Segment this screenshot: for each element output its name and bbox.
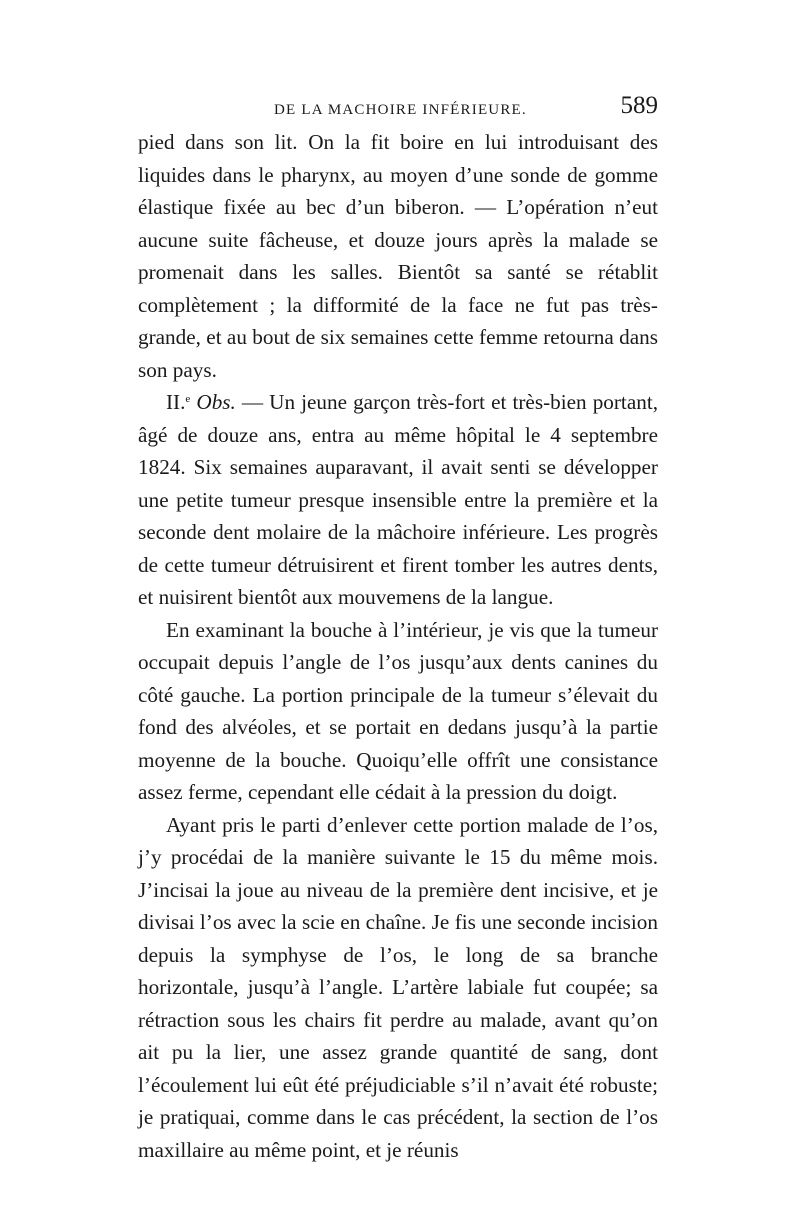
page-number: 589	[620, 92, 658, 119]
paragraph-continuation: pied dans son lit. On la fit boire en lui introduisant des liquides dans le pharynx, au moyen d’une sonde de gomme élastique fixée au bec d’un biberon. — L’opération n’eut aucune suite fâcheuse, et douze jours après la malade se promenait dans les salles. Bientôt sa santé se rétablit complètement ; la difformité de la face ne fut pas très-grande, et au bout de six semaines cette femme retourna dans son pays.	[138, 130, 658, 382]
paragraph-examination: En examinant la bouche à l’intérieur, je vis que la tumeur occupait depuis l’angle de l’os jusqu’aux dents canines du côté gauche. La portion principale de la tumeur s’élevait du fond des alvéoles, et se portait en dedans jusqu’à la partie moyenne de la bouche. Quoiqu’elle offrît une consistance assez ferme, cependant elle cédait à la pression du doigt.	[138, 617, 658, 804]
ordinal-superscript: e	[185, 393, 191, 405]
observation-abbrev: Obs.	[196, 390, 236, 414]
paragraph-observation	[138, 386, 658, 614]
running-head: DE LA MACHOIRE INFÉRIEURE.	[274, 102, 527, 118]
page-header	[138, 92, 658, 128]
observation-text: — Un jeune garçon très-fort et très-bien portant, âgé de douze ans, entra au même hôpital le 4 septembre 1824. Six semaines auparavant, il avait senti se développer une petite tumeur presque insensible entre la première et la seconde dent molaire de la mâchoire inférieure. Les progrès de cette tumeur détruisirent et firent tomber les autres dents, et nuisirent bientôt aux mouvemens de la langue.	[138, 390, 658, 609]
body-text	[138, 126, 658, 1166]
paragraph-operation: Ayant pris le parti d’enlever cette portion malade de l’os, j’y procédai de la manière suivante le 15 du même mois. J’incisai la joue au niveau de la première dent incisive, et je divisai l’os avec la scie en chaîne. Je fis une seconde incision depuis la symphyse de l’os, le long de sa branche horizontale, jusqu’à l’angle. L’artère labiale fut coupée; sa rétraction sous les chairs fit perdre au malade, avant qu’on ait pu la lier, une assez grande quantité de sang, dont l’écoulement lui eût été préjudiciable s’il n’avait été robuste; je pratiquai, comme dans le cas précédent, la section de l’os maxillaire au même point, et je réunis	[138, 812, 658, 1162]
observation-number: II.	[166, 390, 186, 414]
